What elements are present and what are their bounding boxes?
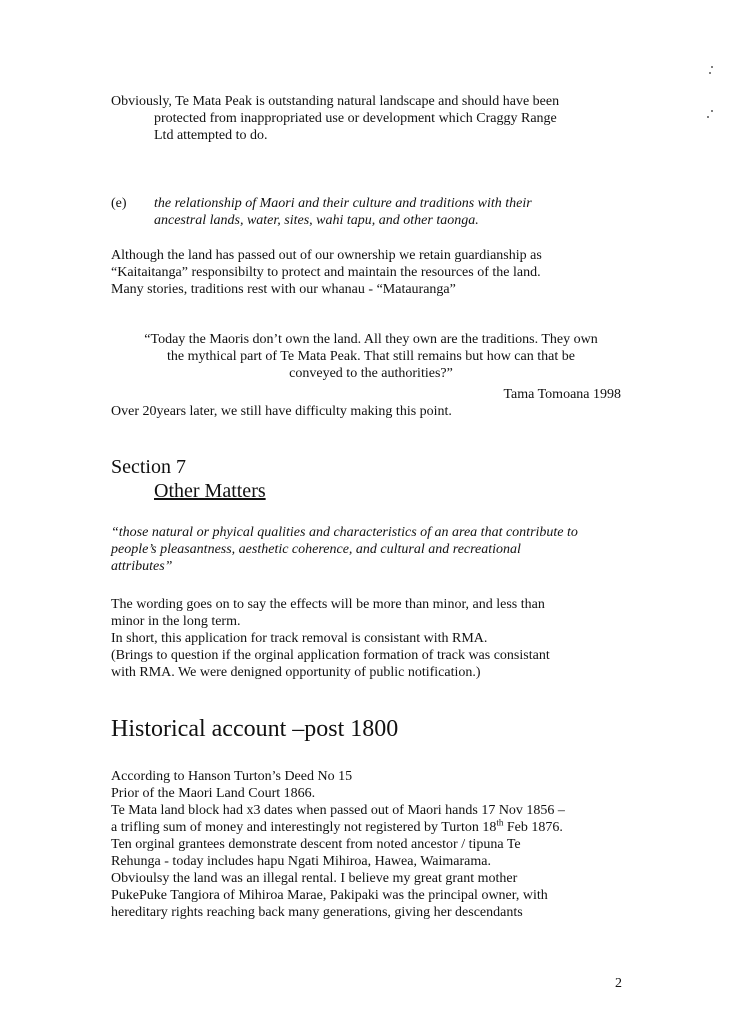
section7-quote (111, 524, 631, 575)
criterion-label: (e) (111, 196, 127, 211)
guardianship-paragraph (111, 247, 631, 298)
guardianship-line: Many stories, traditions rest with our whanau - “Matauranga” (111, 282, 456, 297)
guardianship-line: “Kaitaitanga” responsibilty to protect and maintain the resources of the land. (111, 265, 541, 280)
history-line: According to Hanson Turton’s Deed No 15 (111, 769, 353, 784)
tomoana-quote (111, 331, 631, 382)
history-line: Obvioulsy the land was an illegal rental. I believe my great grant mother (111, 871, 518, 886)
historical-account-heading: Historical account –post 1800 (111, 716, 399, 742)
section7-body-line: In short, this application for track removal is consistant with RMA. (111, 631, 488, 646)
intro-line: Obviously, Te Mata Peak is outstanding natural landscape and should have been (111, 94, 560, 109)
scan-speck (711, 66, 713, 68)
guardianship-line: Although the land has passed out of our ownership we retain guardianship as (111, 248, 542, 263)
intro-line: Ltd attempted to do. (154, 128, 268, 143)
history-line: Rehunga - today includes hapu Ngati Mihiroa, Hawea, Waimarama. (111, 854, 491, 869)
history-line: Ten orginal grantees demonstrate descent from noted ancestor / tipuna Te (111, 837, 521, 852)
section7-quote-line: “those natural or phyical qualities and characteristics of an area that contribute to (111, 525, 578, 540)
ordinal-suffix: th (496, 817, 504, 828)
quote-attribution: Tama Tomoana 1998 (503, 387, 621, 402)
quote-line: “Today the Maoris don’t own the land. All they own are the traditions. They own (144, 332, 598, 347)
section7-body-line: minor in the long term. (111, 614, 241, 629)
criterion-line: the relationship of Maori and their culture and traditions with their (154, 196, 532, 211)
history-line: PukePuke Tangiora of Mihiroa Marae, Pakipaki was the principal owner, with (111, 888, 548, 903)
over20-statement: Over 20years later, we still have difficulty making this point. (111, 404, 452, 419)
scan-speck (707, 116, 709, 118)
history-line (111, 819, 631, 836)
scan-speck (711, 110, 713, 112)
intro-paragraph (111, 93, 631, 144)
section7-quote-line: attributes” (111, 559, 173, 574)
criterion-line: ancestral lands, water, sites, wahi tapu, and other taonga. (154, 213, 479, 228)
history-line: Te Mata land block had x3 dates when passed out of Maori hands 17 Nov 1856 – (111, 803, 565, 818)
section7-body-line: The wording goes on to say the effects will be more than minor, and less than (111, 597, 545, 612)
quote-line: the mythical part of Te Mata Peak. That still remains but how can that be (167, 349, 575, 364)
quote-line: conveyed to the authorities?” (289, 366, 453, 381)
page-number: 2 (615, 976, 622, 991)
history-line: hereditary rights reaching back many generations, giving her descendants (111, 905, 523, 920)
scan-speck (709, 72, 711, 74)
section7-heading: Section 7 (111, 456, 186, 478)
intro-line: protected from inappropriated use or development which Craggy Range (154, 111, 557, 126)
history-line: Prior of the Maori Land Court 1866. (111, 786, 316, 801)
section7-body (111, 596, 631, 681)
section7-quote-line: people’s pleasantness, aesthetic coherence, and cultural and recreational (111, 542, 521, 557)
historical-account-body (111, 768, 631, 921)
other-matters-heading: Other Matters (154, 480, 266, 502)
section7-body-line: with RMA. We were denigned opportunity of public notification.) (111, 665, 481, 680)
section7-body-line: (Brings to question if the orginal application formation of track was consistant (111, 648, 550, 663)
history-line-part: Feb 1876. (503, 820, 563, 835)
history-line-part: a trifling sum of money and interestingly not registered by Turton 18 (111, 820, 497, 835)
criterion-text (154, 195, 594, 229)
